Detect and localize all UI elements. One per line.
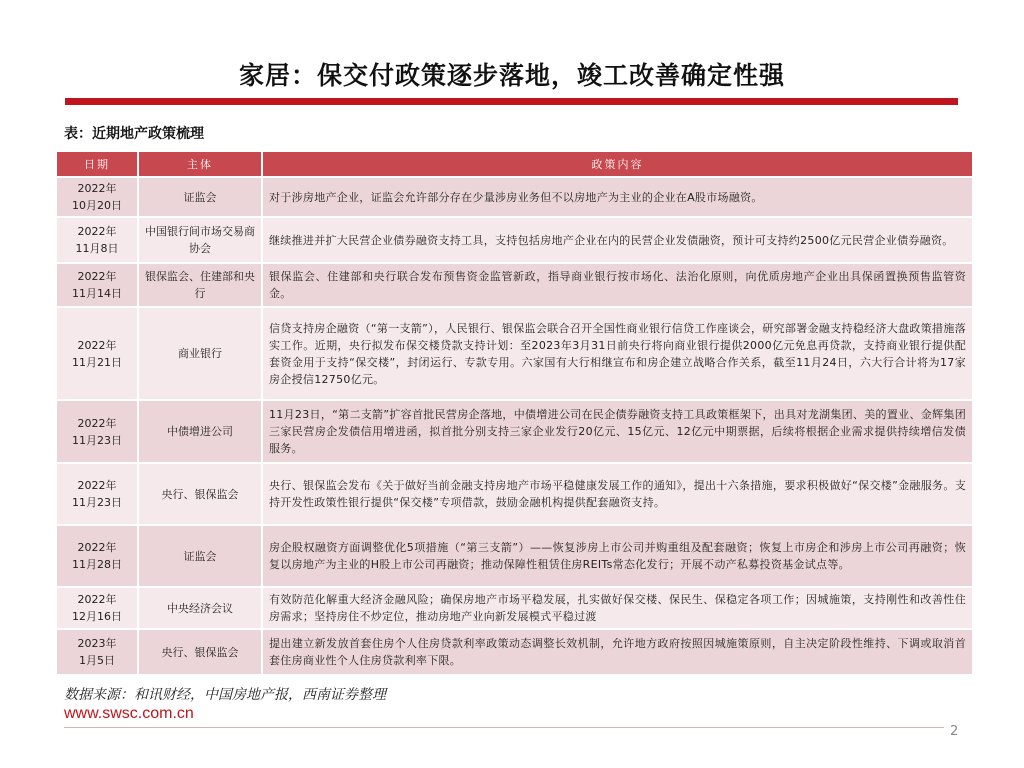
table-row xyxy=(56,217,973,263)
row-content: 央行、银保监会发布《关于做好当前金融支持房地产市场平稳健康发展工作的通知》，提出十六条措施，要求积极做好“保交楼”金融服务。支持开发性政策性银行提供“保交楼”专项借款，鼓励金融机构提供配套融资支持。 xyxy=(262,463,973,525)
row-content: 房企股权融资方面调整优化5项措施（“第三支箭”）——恢复涉房上市公司并购重组及配套融资；恢复上市房企和涉房上市公司再融资；恢复以房地产为主业的H股上市公司再融资；推动保障性租赁住房REITs常态化发行；开展不动产私募投资基金试点等。 xyxy=(262,525,973,587)
row-date xyxy=(56,525,138,587)
row-date xyxy=(56,263,138,307)
row-content: 继续推进并扩大民营企业债券融资支持工具，支持包括房地产企业在内的民营企业发债融资，预计可支持约2500亿元民营企业债券融资。 xyxy=(262,217,973,263)
row-subject: 中央经济会议 xyxy=(138,587,262,629)
table-row xyxy=(56,587,973,629)
table-row xyxy=(56,629,973,675)
row-date xyxy=(56,463,138,525)
row-content: 有效防范化解重大经济金融风险；确保房地产市场平稳发展，扎实做好保交楼、保民生、保稳定各项工作；因城施策，支持刚性和改善性住房需求；坚持房住不炒定位，推动房地产业向新发展模式平稳过渡 xyxy=(262,587,973,629)
row-date-year: 2022年 xyxy=(77,182,117,195)
footer-divider xyxy=(64,727,944,728)
table-row xyxy=(56,400,973,463)
table-row xyxy=(56,307,973,400)
row-date-year: 2022年 xyxy=(77,479,117,492)
row-subject: 银保监会、住建部和央行 xyxy=(138,263,262,307)
row-date-day: 12月16日 xyxy=(72,610,122,623)
column-header-subject: 主体 xyxy=(138,151,262,177)
row-date-day: 1月5日 xyxy=(79,654,115,667)
row-content: 提出建立新发放首套住房个人住房贷款利率政策动态调整长效机制，允许地方政府按照因城施策原则，自主决定阶段性维持、下调或取消首套住房商业性个人住房贷款利率下限。 xyxy=(262,629,973,675)
row-content: 对于涉房地产企业，证监会允许部分存在少量涉房业务但不以房地产为主业的企业在A股市场融资。 xyxy=(262,177,973,217)
row-subject: 央行、银保监会 xyxy=(138,463,262,525)
title-underline xyxy=(65,98,958,105)
page-number: 2 xyxy=(950,724,959,739)
row-content: 信贷支持房企融资（“第一支箭”），人民银行、银保监会联合召开全国性商业银行信贷工作座谈会，研究部署金融支持稳经济大盘政策措施落实工作。近期，央行拟发布保交楼贷款支持计划：至2023年3月31日前央行将向商业银行提供2000亿元免息再贷款，支持商业银行提供配套资金用于支持“保交楼”，封闭运行、专款专用。六家国有大行相继宣布和房企建立战略合作关系，截至11月24日，六大行合计将为17家房企授信12750亿元。 xyxy=(262,307,973,400)
row-subject: 证监会 xyxy=(138,525,262,587)
row-date xyxy=(56,307,138,400)
row-date-year: 2023年 xyxy=(77,637,117,650)
table-row xyxy=(56,463,973,525)
website-link[interactable]: www.swsc.com.cn xyxy=(64,705,194,722)
table-row xyxy=(56,177,973,217)
table-row xyxy=(56,263,973,307)
row-subject: 证监会 xyxy=(138,177,262,217)
column-header-content: 政策内容 xyxy=(262,151,973,177)
row-subject: 商业银行 xyxy=(138,307,262,400)
row-date-year: 2022年 xyxy=(77,416,117,430)
row-date-day: 11月23日 xyxy=(72,496,122,509)
row-subject: 央行、银保监会 xyxy=(138,629,262,675)
row-content: 银保监会、住建部和央行联合发布预售资金监管新政，指导商业银行按市场化、法治化原则，向优质房地产企业出具保函置换预售监管资金。 xyxy=(262,263,973,307)
row-date xyxy=(56,177,138,217)
row-date-day: 11月21日 xyxy=(72,355,122,369)
row-date xyxy=(56,217,138,263)
row-subject: 中债增进公司 xyxy=(138,400,262,463)
row-date-year: 2022年 xyxy=(77,541,117,554)
page-title: 家居：保交付政策逐步落地，竣工改善确定性强 xyxy=(238,61,785,90)
row-date-day: 11月8日 xyxy=(75,242,119,255)
row-date-year: 2022年 xyxy=(77,338,117,352)
row-date-day: 11月28日 xyxy=(72,558,122,571)
policy-table xyxy=(55,150,974,676)
table-header-row xyxy=(56,151,973,177)
row-date xyxy=(56,629,138,675)
row-date-year: 2022年 xyxy=(77,593,117,606)
row-date-day: 10月20日 xyxy=(72,199,122,212)
row-date xyxy=(56,400,138,463)
row-date-year: 2022年 xyxy=(77,225,117,238)
table-row xyxy=(56,525,973,587)
table-caption: 表：近期地产政策梳理 xyxy=(64,126,204,142)
row-date-year: 2022年 xyxy=(77,270,117,283)
column-header-date: 日期 xyxy=(56,151,138,177)
row-date-day: 11月23日 xyxy=(72,433,122,447)
row-date-day: 11月14日 xyxy=(72,287,122,300)
data-source-note: 数据来源：和讯财经，中国房地产报，西南证券整理 xyxy=(64,687,386,703)
row-content: 11月23日，“第二支箭”扩容首批民营房企落地，中债增进公司在民企债券融资支持工具政策框架下，出具对龙湖集团、美的置业、金辉集团三家民营房企发债信用增进函，拟首批分别支持三家企业发行20亿元、15亿元、12亿元中期票据，后续将根据企业需求提供持续增信发债服务。 xyxy=(262,400,973,463)
row-subject: 中国银行间市场交易商协会 xyxy=(138,217,262,263)
row-date xyxy=(56,587,138,629)
